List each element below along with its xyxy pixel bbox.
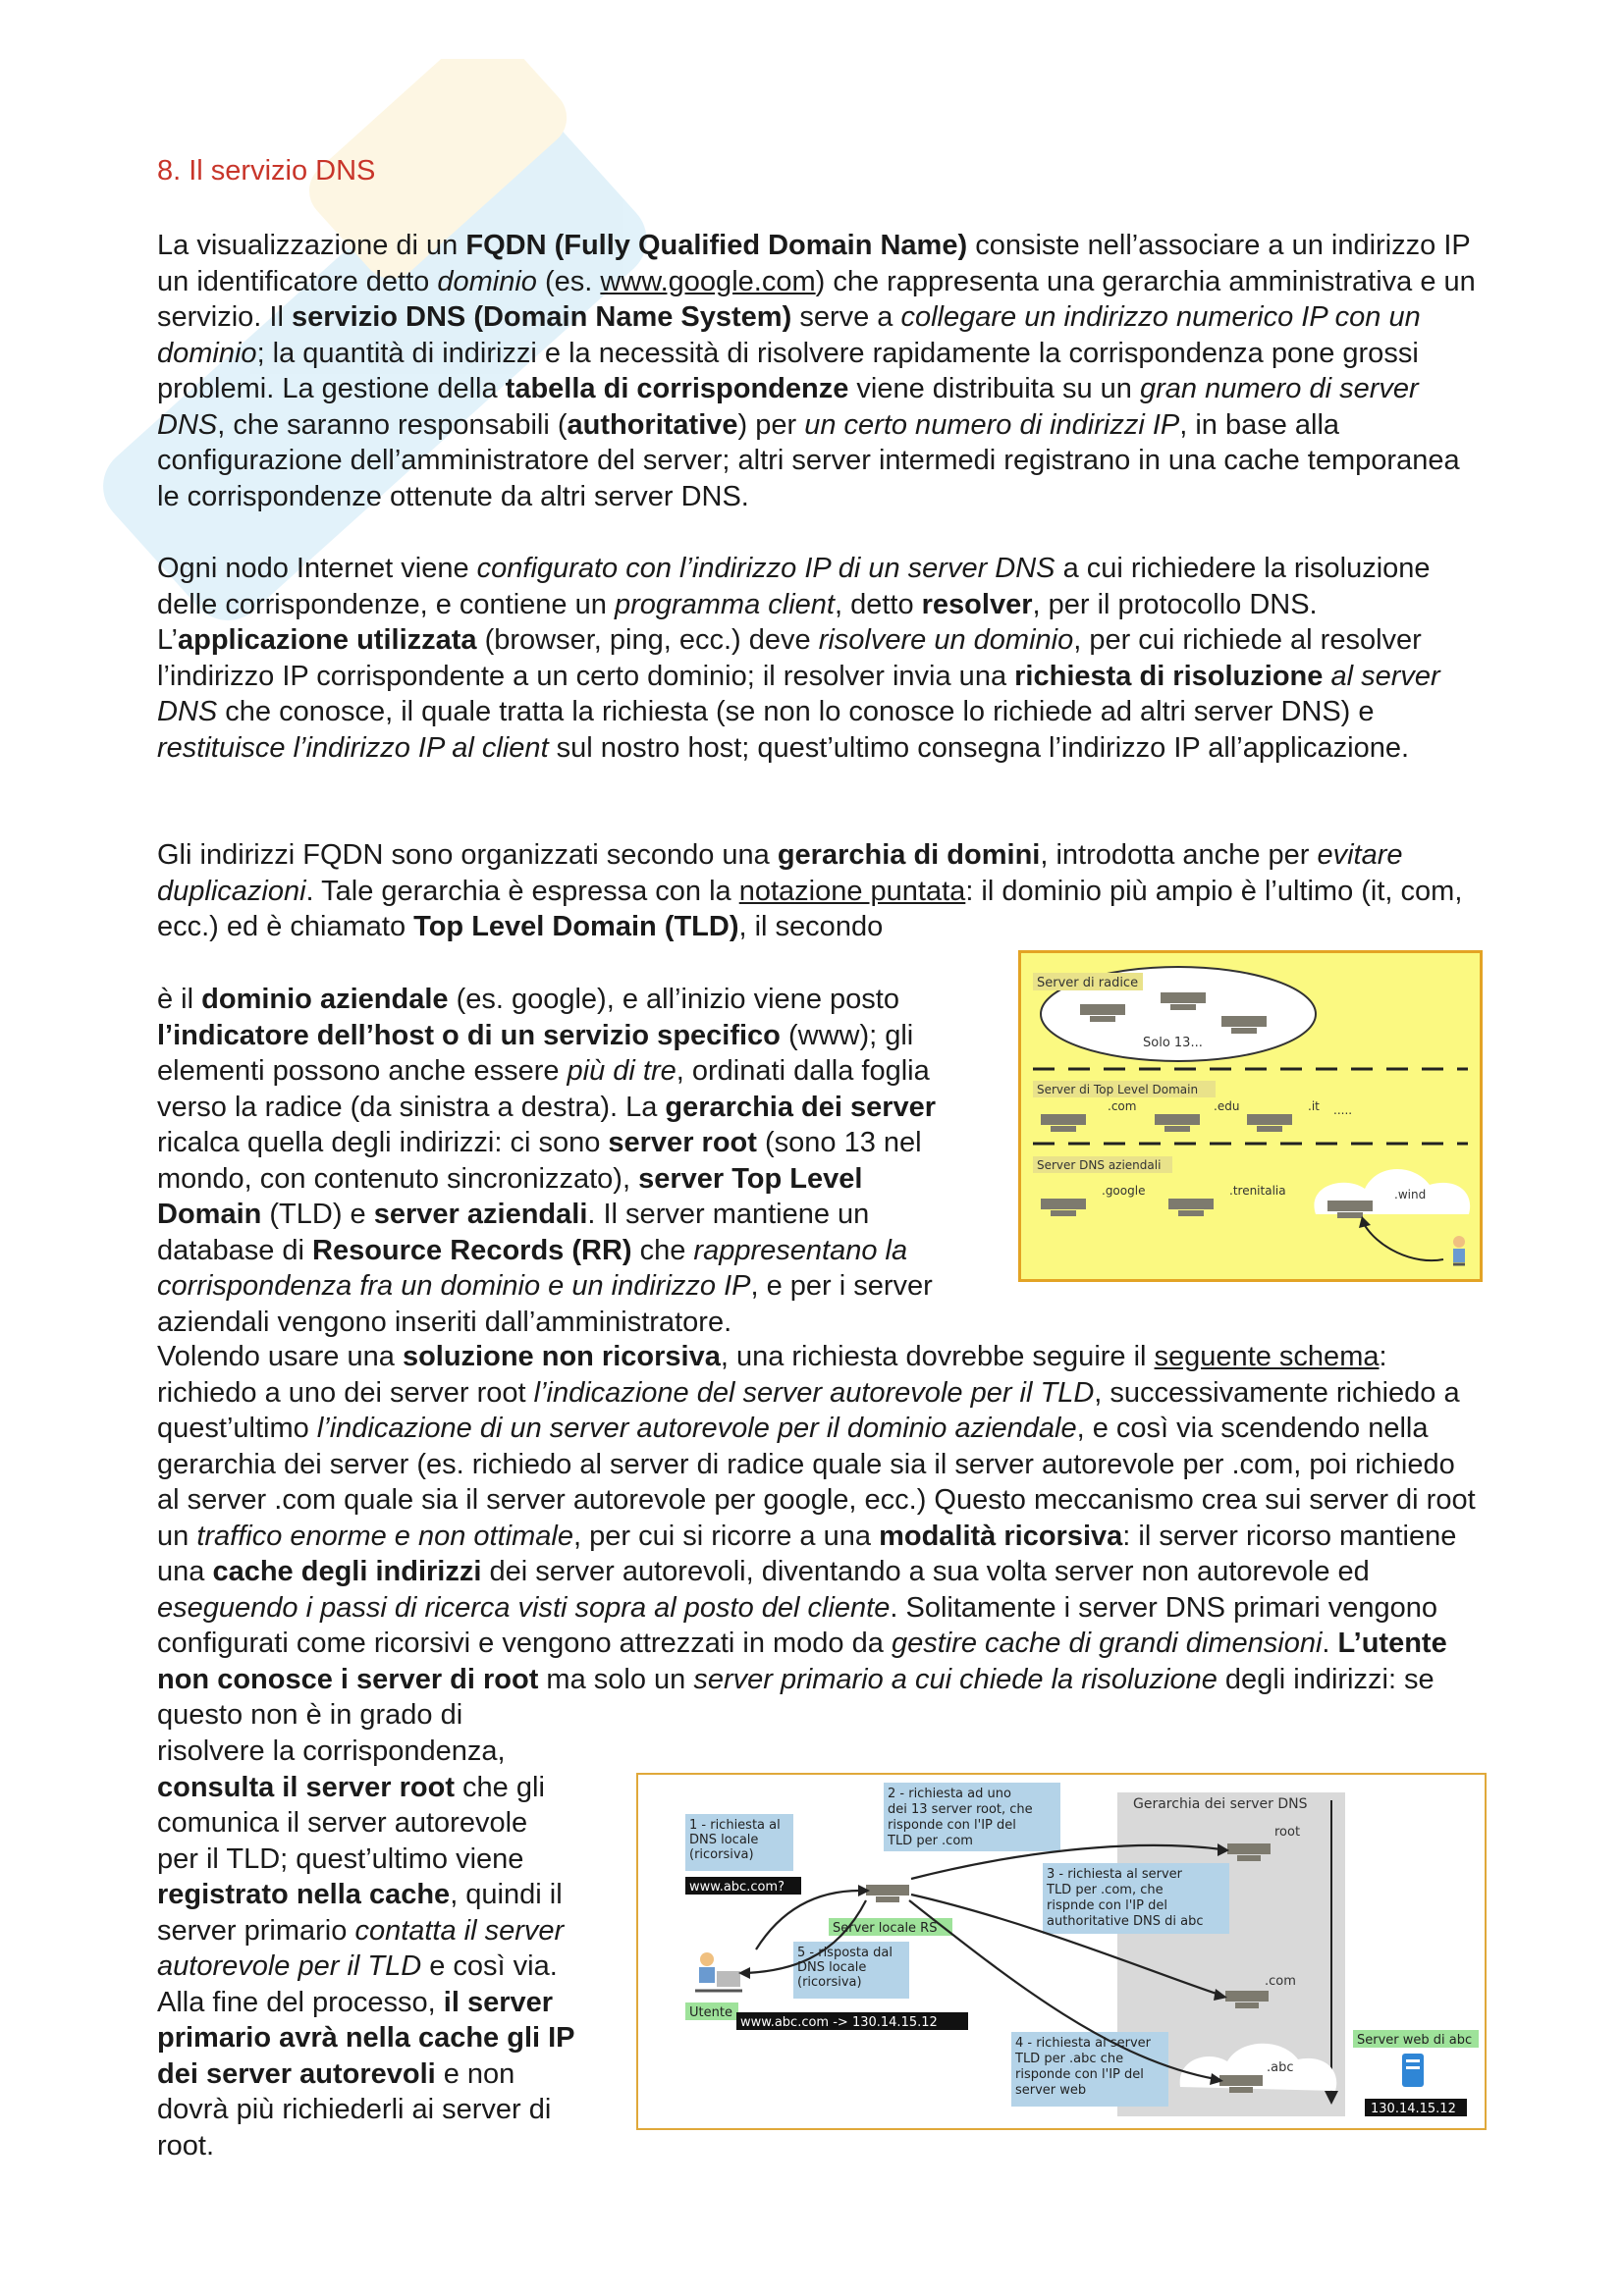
step4-note: server web	[1015, 2083, 1087, 2098]
answer-label: www.abc.com -> 130.14.15.12	[740, 2015, 938, 2030]
paragraph-fqdn: La visualizzazione di un FQDN (Fully Qualified Domain Name) consiste nell’associare a un indirizzo IP un identificatore detto dominio (es. www.google.com) che rappresenta una gerarchia amministrativa e un servizio. Il servizio DNS (Domain Name System) serve a collegare un indirizzo numerico IP con un dominio; la quantità di indirizzi e la necessità di risolvere rapidamente la corrispondenza pone grossi problemi. La gestione della tabella di corrispondenze viene distribuita su un gran numero di server DNS, che saranno responsabili (authoritative) per un certo numero di indirizzi IP, in base alla configurazione dell’amministratore del server; altri server intermedi registrano in una cache temporanea le corrispondenze ottenute da altri server DNS.	[157, 230, 1476, 512]
web-server-label: Server web di abc	[1357, 2033, 1473, 2048]
domain-abc-label: .abc	[1267, 2060, 1294, 2075]
section-heading: 8. Il servizio DNS	[157, 155, 376, 187]
step2-note: TLD per .com	[888, 1834, 973, 1848]
web-server-icon	[1402, 2054, 1424, 2087]
recursive-resolution-diagram	[638, 1775, 1485, 2128]
paragraph-hierarchy-lines: è il dominio aziendale (es. google), e all’inizio viene posto l’indicatore dell’host o di un servizio specifico (www); gli elementi possono anche essere più di tre, ordinati dalla foglia verso la radice (da sinistra a destra). La gerarchia dei server ricalca quella degli indirizzi: ci sono server root (sono 13 nel mondo, con contenuto sincronizzato), server Top Level Domain (TLD) e server aziendali. Il server mantiene un database di Resource Records (RR) che rappresentano la corrispondenza fra un dominio e un indirizzo IP, e per i server aziendali vengono inseriti dall’amministratore.	[157, 984, 937, 1338]
tld-com-label: .com	[1108, 1099, 1137, 1113]
paragraph-hierarchy-intro: Gli indirizzi FQDN sono organizzati secondo una gerarchia di domini, introdotta anche per evitare duplicazioni. Tale gerarchia è espressa con la notazione puntata: il dominio più ampio è l’ultimo (it, com, ecc.) ed è chiamato Top Level Domain (TLD), il secondo	[157, 839, 1463, 942]
corp-wind-label: .wind	[1394, 1188, 1427, 1201]
step1-note: DNS locale	[689, 1833, 759, 1847]
tld-edu-label: .edu	[1214, 1099, 1240, 1113]
corp-google-label: .google	[1102, 1184, 1146, 1198]
tld-it-label: .it	[1308, 1099, 1320, 1113]
tld-com-label: .com	[1265, 1974, 1296, 1989]
root-servers-label: Server di radice	[1037, 976, 1139, 990]
step2-note: dei 13 server root, che	[888, 1802, 1033, 1817]
step2-note: risponde con l'IP del	[888, 1818, 1016, 1833]
local-server-label: Server locale RS	[833, 1921, 938, 1936]
step4-note: 4 - richiesta al server	[1015, 2036, 1152, 2051]
step3-note: rispnde con l'IP del	[1047, 1898, 1167, 1913]
hierarchy-title: Gerarchia dei server DNS	[1133, 1796, 1308, 1812]
dns-hierarchy-figure	[1018, 950, 1483, 1282]
tld-servers-label: Server di Top Level Domain	[1037, 1083, 1199, 1096]
web-ip-label: 130.14.15.12	[1371, 2102, 1456, 2116]
step5-note: DNS locale	[797, 1960, 867, 1975]
paragraph-cache-lines: risolvere la corrispondenza, consulta il server root che gli comunica il server autorevole per il TLD; quest’ultimo viene registrato nella cache, quindi il server primario contatta il server autorevole per il TLD e così via. Alla fine del processo, il server primario avrà nella cache gli IP dei server autorevoli e non dovrà più richiederli ai server di root.	[157, 1735, 575, 2162]
step5-note: (ricorsiva)	[797, 1975, 862, 1990]
step4-note: TLD per .abc che	[1015, 2052, 1124, 2066]
root-label: root	[1274, 1825, 1301, 1840]
step4-note: risponde con l'IP del	[1015, 2067, 1144, 2082]
user-label: Utente	[689, 2005, 732, 2020]
user-icon	[1453, 1236, 1465, 1264]
step3-note: 3 - richiesta al server	[1047, 1867, 1183, 1882]
example-domain-link[interactable]: www.google.com	[600, 265, 816, 297]
recursive-resolution-figure	[636, 1773, 1487, 2130]
corp-trenitalia-label: .trenitalia	[1229, 1184, 1286, 1198]
paragraph-recursive: Volendo usare una soluzione non ricorsiva, una richiesta dovrebbe seguire il seguente schema: richiedo a uno dei server root l’indicazione del server autorevole per il TLD, successivamente richiedo a quest’ultimo l’indicazione di un server autorevole per il dominio aziendale, e così via scendendo nella gerarchia dei server (es. richiedo al server di radice quale sia il server autorevole per .com, poi richiedo al server .com quale sia il server autorevole per google, ecc.) Questo meccanismo crea sui server di root un traffico enorme e non ottimale, per cui si ricorre a una modalità ricorsiva: il server ricorso mantiene una cache degli indirizzi dei server autorevoli, diventando a sua volta server non autorevole ed eseguendo i passi di ricerca visti sopra al posto del cliente. Solitamente i server DNS primari vengono configurati come ricorsivi e vengono attrezzati in modo da gestire cache di grandi dimensioni. L’utente non conosce i server di root ma solo un server primario a cui chiede la risoluzione degli indirizzi: se questo non è in grado di	[157, 1341, 1476, 1731]
paragraph-resolver: Ogni nodo Internet viene configurato con l’indirizzo IP di un server DNS a cui richiedere la risoluzione delle corrispondenze, e contiene un programma client, detto resolver, per il protocollo DNS. L’applicazione utilizzata (browser, ping, ecc.) deve risolvere un dominio, per cui richiede al resolver l’indirizzo IP corrispondente a un certo dominio; il resolver invia una richiesta di risoluzione al server DNS che conosce, il quale tratta la richiesta (se non lo conosce lo richiede ad altri server DNS) e restituisce l’indirizzo IP al client sul nostro host; quest’ultimo consegna l’indirizzo IP all’applicazione.	[157, 553, 1440, 764]
step1-note: 1 - richiesta al	[689, 1818, 781, 1833]
tld-more-label: .....	[1333, 1103, 1353, 1117]
step1-note: (ricorsiva)	[689, 1847, 754, 1862]
step3-note: authoritative DNS di abc	[1047, 1914, 1204, 1929]
step5-note: 5 - risposta dal	[797, 1946, 893, 1960]
root-count-note: Solo 13...	[1143, 1036, 1203, 1050]
query-label: www.abc.com?	[689, 1880, 785, 1895]
step3-note: TLD per .com, che	[1047, 1883, 1164, 1897]
dns-hierarchy-diagram	[1021, 953, 1480, 1279]
corporate-servers-label: Server DNS aziendali	[1037, 1158, 1162, 1172]
step2-note: 2 - richiesta ad uno	[888, 1787, 1011, 1801]
